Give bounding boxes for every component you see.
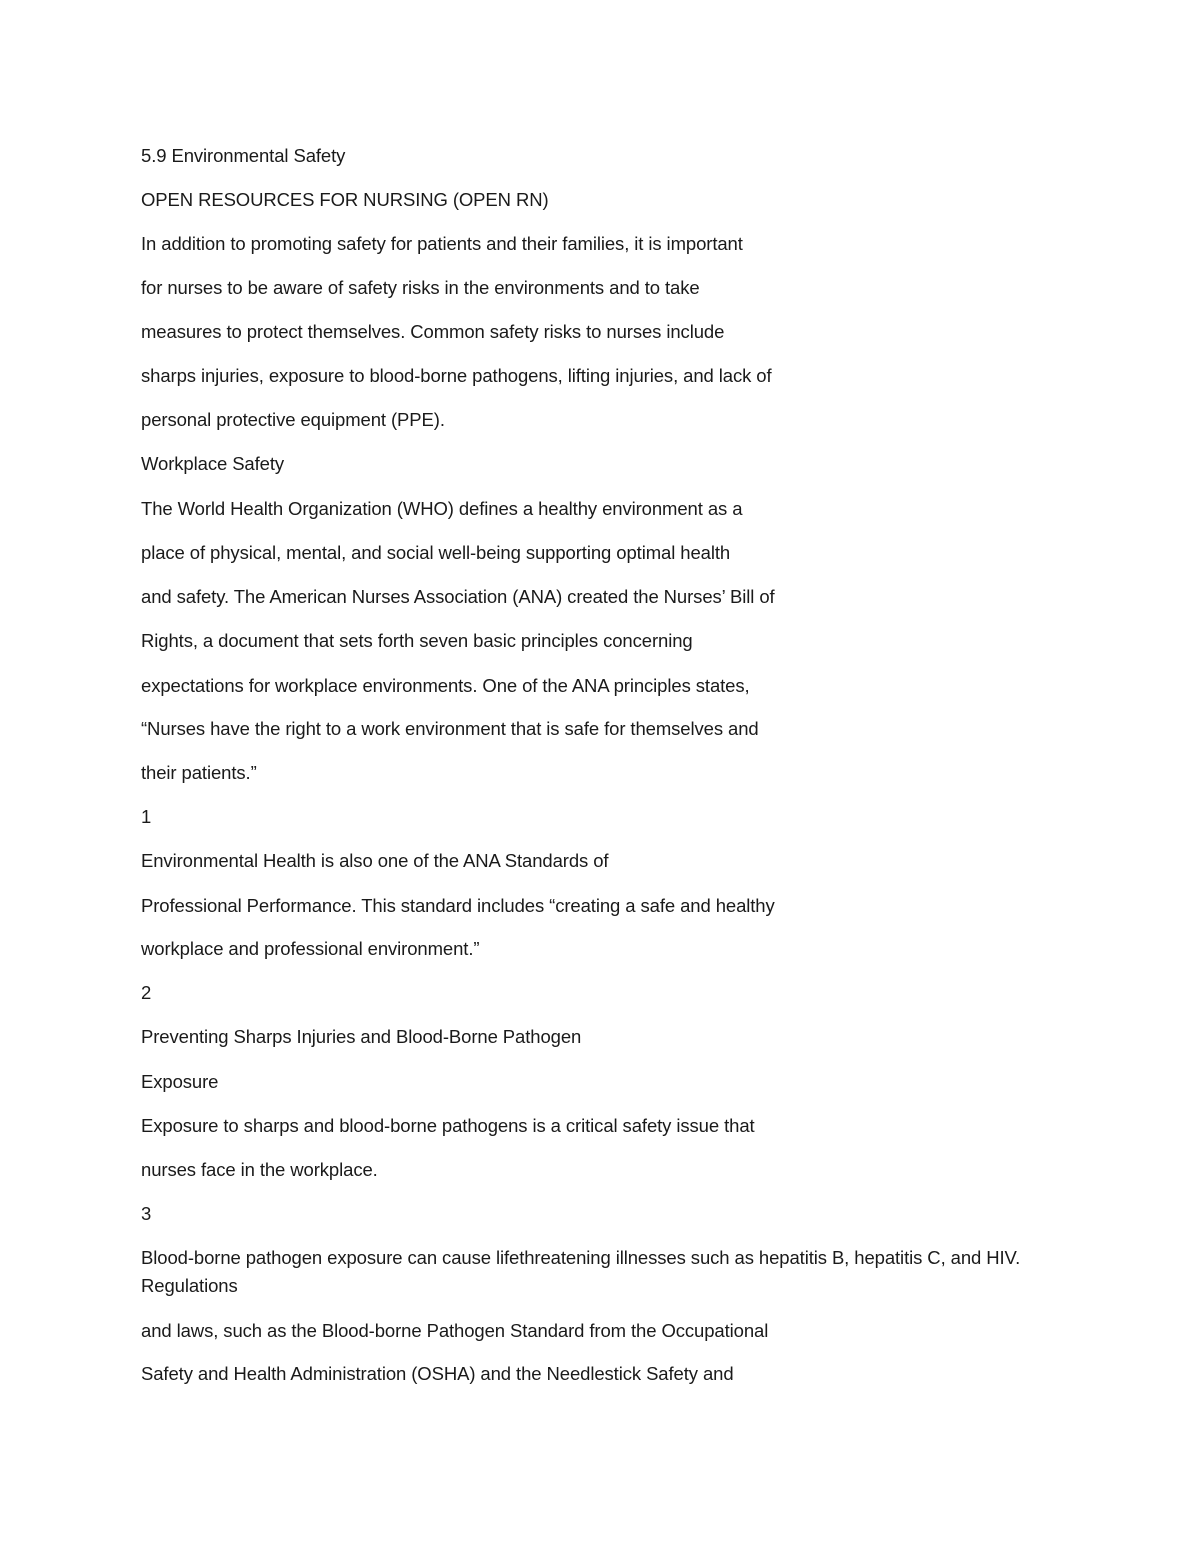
text-line: The World Health Organization (WHO) defines a healthy environment as a — [141, 498, 743, 519]
text-line: measures to protect themselves. Common safety risks to nurses include — [141, 321, 725, 342]
subsection-heading: Exposure — [141, 1071, 219, 1092]
text-line: place of physical, mental, and social well-being supporting optimal health — [141, 542, 731, 563]
text-line: sharps injuries, exposure to blood-borne pathogens, lifting injuries, and lack of — [141, 365, 772, 386]
text-line: Rights, a document that sets forth seven basic principles concerning — [141, 630, 693, 651]
text-line: Professional Performance. This standard includes “creating a safe and healthy — [141, 895, 775, 916]
footnote-number: 3 — [141, 1203, 152, 1224]
text-line: their patients.” — [141, 762, 257, 783]
subsection-heading: Preventing Sharps Injuries and Blood-Borne Pathogen — [141, 1026, 582, 1047]
text-line: for nurses to be aware of safety risks in the environments and to take — [141, 277, 700, 298]
text-line: Exposure to sharps and blood-borne pathogens is a critical safety issue that — [141, 1115, 755, 1136]
text-line: Safety and Health Administration (OSHA) and the Needlestick Safety and — [141, 1363, 734, 1384]
text-line: In addition to promoting safety for patients and their families, it is important — [141, 233, 743, 254]
text-line: personal protective equipment (PPE). — [141, 409, 445, 430]
subsection-heading: Workplace Safety — [141, 453, 285, 474]
footnote-number: 1 — [141, 806, 152, 827]
text-line: expectations for workplace environments. One of the ANA principles states, — [141, 675, 750, 696]
source-line: OPEN RESOURCES FOR NURSING (OPEN RN) — [141, 189, 549, 210]
text-line: “Nurses have the right to a work environment that is safe for themselves and — [141, 718, 759, 739]
text-paragraph: Blood-borne pathogen exposure can cause lifethreatening illnesses such as hepatitis B, hepatitis C, and HIV. Regulations — [141, 1247, 1021, 1296]
section-title: 5.9 Environmental Safety — [141, 145, 346, 166]
text-line: and safety. The American Nurses Association (ANA) created the Nurses’ Bill of — [141, 586, 775, 607]
text-line: and laws, such as the Blood-borne Pathogen Standard from the Occupational — [141, 1320, 769, 1341]
text-line: nurses face in the workplace. — [141, 1159, 378, 1180]
footnote-number: 2 — [141, 982, 152, 1003]
text-line: workplace and professional environment.” — [141, 938, 480, 959]
text-line: Environmental Health is also one of the ANA Standards of — [141, 850, 609, 871]
